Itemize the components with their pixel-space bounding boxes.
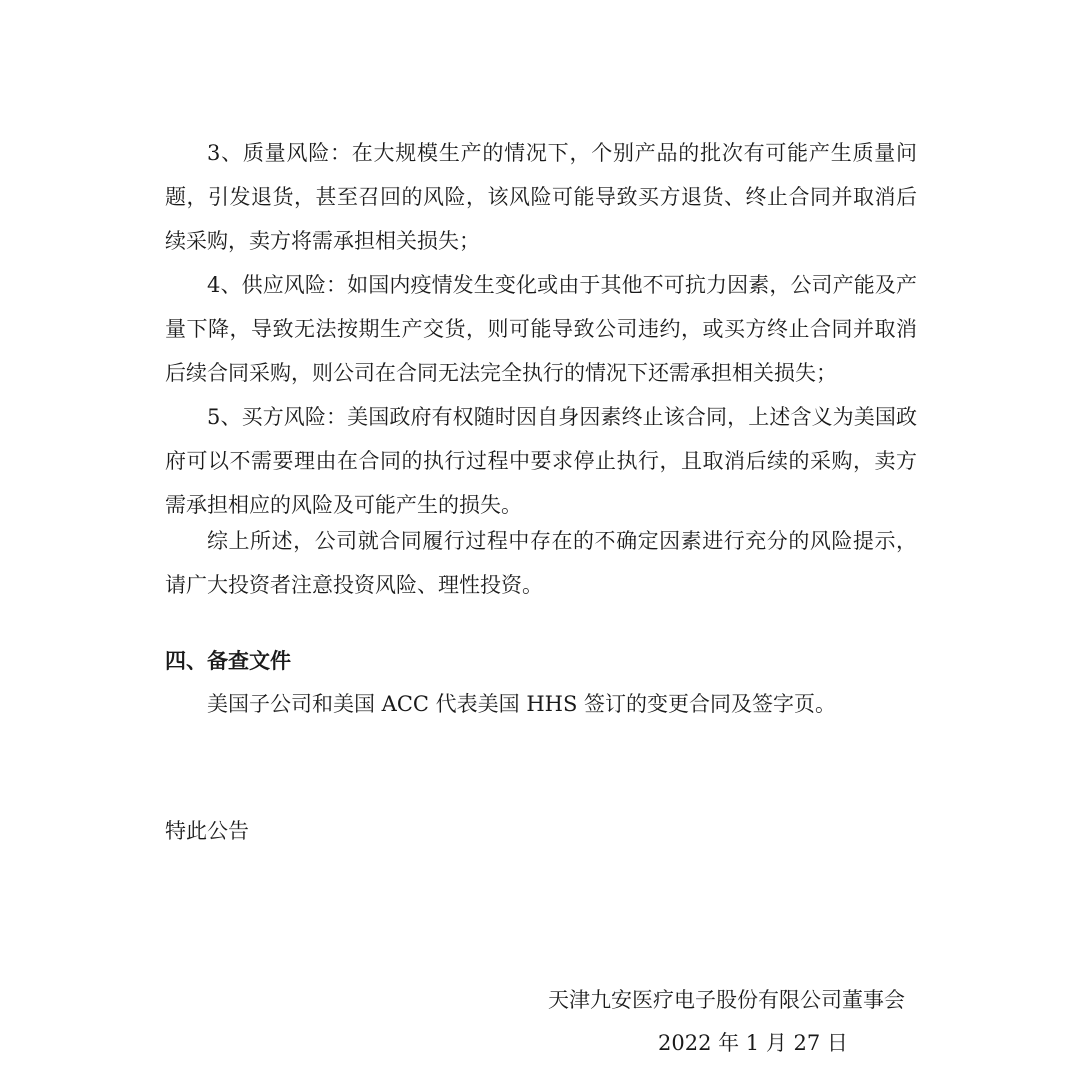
closing-statement: 特此公告 [165, 819, 249, 843]
reference-document-item: 美国子公司和美国 ACC 代表美国 HHS 签订的变更合同及签字页。 [207, 692, 837, 716]
paragraph-buyer-risk: 5、买方风险：美国政府有权随时因自身因素终止该合同，上述含义为美国政府可以不需要理由在合同的执行过程中要求停止执行，且取消后续的采购，卖方需承担相应的风险及可能产生的损失。 [165, 405, 917, 517]
paragraph-supply-risk: 4、供应风险：如国内疫情发生变化或由于其他不可抗力因素，公司产能及产量下降，导致无法按期生产交货，则可能导致公司违约，或买方终止合同并取消后续合同采购，则公司在合同无法完全执行的情况下还需承担相关损失； [165, 273, 917, 385]
signatory: 天津九安医疗电子股份有限公司董事会 [548, 988, 905, 1012]
section-heading: 四、备查文件 [165, 649, 291, 673]
announcement-date: 2022 年 1 月 27 日 [658, 1031, 848, 1055]
paragraph-summary: 综上所述，公司就合同履行过程中存在的不确定因素进行充分的风险提示，请广大投资者注意投资风险、理性投资。 [165, 529, 917, 597]
paragraph-quality-risk: 3、质量风险：在大规模生产的情况下，个别产品的批次有可能产生质量问题，引发退货，甚至召回的风险，该风险可能导致买方退货、终止合同并取消后续采购，卖方将需承担相关损失； [165, 141, 917, 253]
